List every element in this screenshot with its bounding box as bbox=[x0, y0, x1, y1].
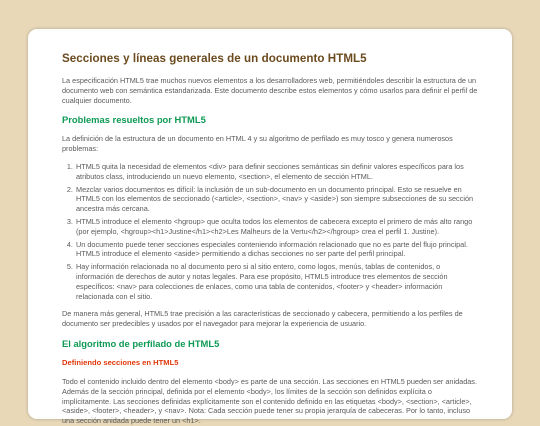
section-heading-problems: Problemas resueltos por HTML5 bbox=[62, 114, 206, 126]
section-heading-algorithm: El algoritmo de perfilado de HTML5 bbox=[62, 337, 220, 349]
defining-sections-paragraph: Todo el contenido incluido dentro del elemento <body> es parte de una sección. Las secciones en HTML5 pueden ser anidadas. Además de la sección principal, definida por el elemento <body>, los límites de la sección son definidos explícita o implícitamente. Las secciones definidas explícitamente son el contenido definido en las etiquetas <body>, <section>, <article>, <aside>, <footer>, <header>, y <nav>. Nota: Cada sección puede tener su propia jerarquía de cabeceras. Por lo tanto, incluso una sección anidada puede tener un <h1>. bbox=[62, 376, 477, 426]
page-title: Secciones y líneas generales de un documento HTML5 bbox=[62, 52, 367, 65]
list-item: 5. Hay información relacionada no al documento pero si al sitio entero, como logos, menús, tablas de contenidos, o información de derechos de autor y notas legales. Para ese propósito, HTML5 introduce tres elementos de sección específicos: <nav> para colecciones de enlaces, como una tabla de contenidos, <footer> y <header> información relacionada con el sitio. bbox=[75, 262, 478, 301]
list-item: 3. HTML5 introduce el elemento <hgroup> que oculta todos los elementos de cabecera excepto el primero de más alto rango (por ejemplo, <hgroup><h1>Justine</h1><h2>Les Malheurs de la Vertu</h2></hgroup> crea el perfil 1. Justine). bbox=[75, 217, 478, 237]
problems-list bbox=[62, 162, 478, 301]
problems-lead-paragraph: La definición de la estructura de un documento en HTML 4 y su algoritmo de perfilado es muy tosco y genera numerosos problemas: bbox=[62, 134, 453, 154]
list-item: 4. Un documento puede tener secciones especiales conteniendo información relacionado que no es parte del flujo principal. HTML5 introduce el elemento <aside> permitiendo a dichas secciones no ser parte del perfil principal. bbox=[75, 240, 478, 260]
intro-paragraph: La especificación HTML5 trae muchos nuevos elementos a los desarrolladores web, permitiéndoles describir la estructura de un documento web con semántica estandarizada. Este documento describe estos elementos y cómo usarlos para definir el perfil de cualquier documento. bbox=[62, 76, 478, 105]
list-item: 2. Mezclar varios documentos es difícil: la inclusión de un sub-documento en un documento principal. Esto se resuelve en HTML5 con los elementos de seccionado (<article>, <section>, <nav> y <aside>) son siempre subsecciones de su sección ancestra más cercana. bbox=[75, 185, 478, 214]
list-item: 1. HTML5 quita la necesidad de elementos <div> para definir secciones semánticas sin definir valores específicos para los atributos class, introduciendo un nuevo elemento, <section>, el elemento de sección HTML. bbox=[75, 162, 478, 182]
subsection-heading-defining: Definiendo secciones en HTML5 bbox=[62, 357, 179, 367]
problems-closing-paragraph: De manera más general, HTML5 trae precisión a las características de seccionado y cabecera, permitiendo a los perfiles de documento ser predecibles y usados por el navegador para mejorar la experiencia de usuario. bbox=[62, 309, 463, 329]
document-page bbox=[28, 29, 512, 426]
document-content bbox=[28, 29, 512, 426]
